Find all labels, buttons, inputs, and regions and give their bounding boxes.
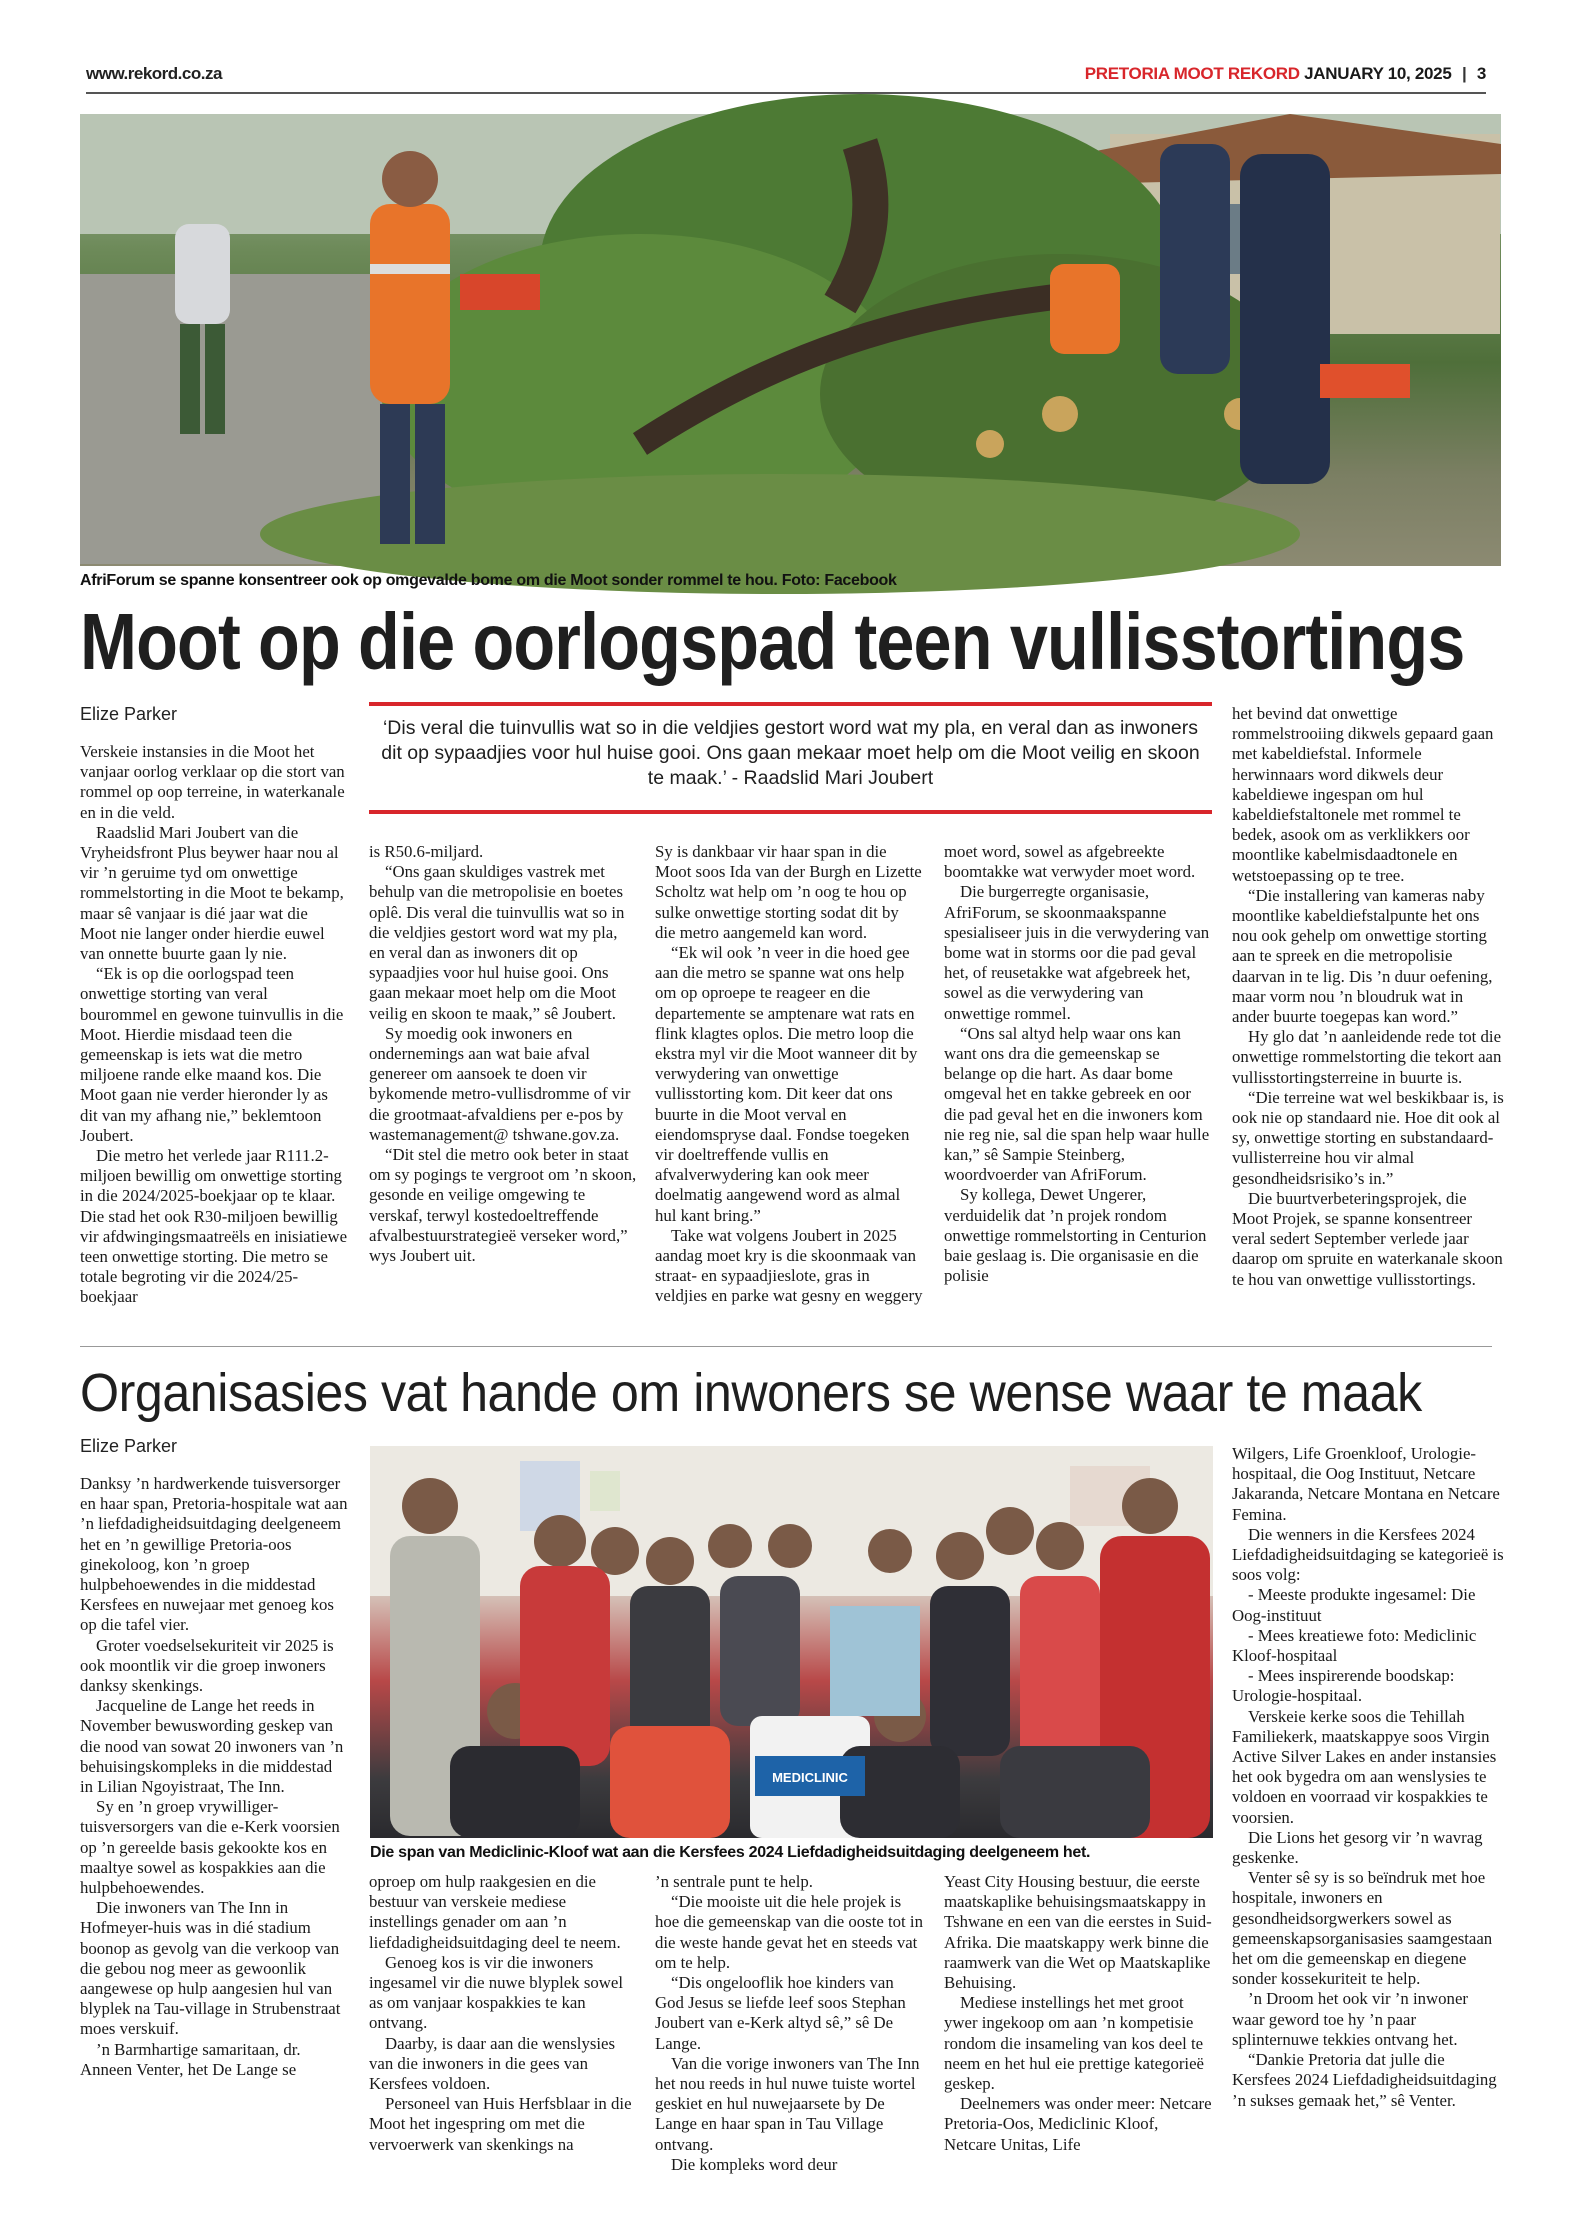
paragraph: Jacqueline de Lange het reeds in November bewuswording geskep van die nood van sowat 20 inwoners van ’n behuisingskompleks in die middestad in Lilian Ngoyistraat, The Inn. [80, 1696, 344, 1797]
paragraph: Venter sê sy is so beïndruk met hoe hospitale, inwoners en gesondheidsorgwerkers sowel as gemeenskapsorganisasies saamgestaan het om die gemeenskap en diegene sonder kossekuriteit te help. [1232, 1868, 1493, 1989]
article2-headline: Organisasies vat hande om inwoners se wense waar te maak [80, 1363, 1422, 1423]
mediclinic-team-photo [370, 1446, 1213, 1838]
paragraph: Die buurtverbeteringsprojek, die Moot Projek, se spanne konsentreer veral sedert September verlede jaar daarop om spruite en waterkanale skoon te hou van onwettige vullisstortings. [1232, 1188, 1503, 1289]
page-header [86, 62, 1486, 94]
paragraph: Deelnemers was onder meer: Netcare Pretoria-Oos, Mediclinic Kloof, Netcare Unitas, Life [944, 2094, 1212, 2154]
article1-column-4 [944, 842, 1212, 1338]
paragraph: Die inwoners van The Inn in Hofmeyer-huis was in dié stadium boonop as gevolg van die verkoop van die gebou nog meer as gewoonlik aangewese op hulp aangesien hul van blyplek na Tau-village in Strubenstraat moes verskuif. [80, 1898, 341, 2039]
paragraph: Mediese instellings het met groot ywer ingekoop om aan ’n kompetisie rondom die insameling van kos deel te neem en het hul eie prettige kategorieë geskep. [944, 1993, 1204, 2094]
paragraph: “Ons sal altyd help waar ons kan want ons dra die gemeenskap se belange op die hart. As daar bome omgeval het en takke gebreek en oor die pad geval het en die inwoners kom nie reg nie, sal die span help waar hulle kan,” sê Sampie Steinberg, woordvoerder van AfriForum. [944, 1023, 1210, 1185]
article1-headline: Moot op die oorlogspad teen vullisstortings [80, 597, 1465, 686]
paragraph: Danksy ’n hardwerkende tuisversorger en haar span, Pretoria-hospitale wat aan ’n liefdadigheidsuitdaging deelgeneem het en ’n gewillige Pretoria-oos ginekoloog, kon ’n groep hulpbehoewendes in die middestad Kersfees en nuwejaar met genoeg kos op die tafel vier. [80, 1474, 348, 1635]
paragraph: Sy kollega, Dewet Ungerer, verduidelik dat ’n projek rondom onwettige rommelstorting in Centurion baie geslaag is. Die organisasie en die polisie [944, 1185, 1207, 1286]
paragraph: Sy moedig ook inwoners en ondernemings aan wat baie afval genereer om aansoek te doen vir bykomende metro-vullisdromme of vir die grootmaat-afvaldiens per e-pos by wastemanagement@ tshwane.gov.za. [369, 1023, 631, 1144]
article2-byline: Elize Parker [80, 1436, 178, 1456]
paragraph: “Ek is op die oorlogspad teen onwettige storting van veral bourommel en gewone tuinvullis in die Moot. Hierdie misdaad teen die gemeenskap is iets wat die metro miljoene rande elke maand kos. Die Moot gaan nie verder hieronder ly as dit van my afhang nie,” beklemtoon Joubert. [80, 964, 344, 1145]
tree-clearing-illustration [80, 114, 1501, 566]
photo2-caption: Die span van Mediclinic-Kloof wat aan die Kersfees 2024 Liefdadigheidsuitdaging deelgeneem het. [370, 1844, 1091, 1861]
article2-column-1 [80, 1474, 348, 2158]
mediclinic-box-label: MEDICLINIC [772, 1770, 848, 1785]
paragraph: Wilgers, Life Groenkloof, Urologie-hospitaal, die Oog Instituut, Netcare Jakaranda, Netcare Montana en Netcare Femina. [1232, 1444, 1500, 1524]
article1-byline: Elize Parker [80, 704, 178, 724]
team-group-illustration [370, 1446, 1213, 1838]
paragraph: Groter voedselsekuriteit vir 2025 is ook moontlik vir die groep inwoners danksy skenkings. [80, 1635, 334, 1696]
paragraph: - Mees kreatiewe foto: Mediclinic Kloof-hospitaal [1232, 1625, 1477, 1666]
paragraph: ’n Droom het ook vir ’n inwoner waar geword toe hy ’n paar splinternuwe tekkies ontvang het. [1232, 1989, 1468, 2049]
paragraph: “Dis ongelooflik hoe kinders van God Jesus se liefde leef soos Stephan Joubert van e-Kerk altyd sê,” sê De Lange. [655, 1973, 906, 2053]
separator: | [1461, 64, 1467, 83]
article1-column-2 [369, 842, 637, 1338]
paragraph: het bevind dat onwettige rommelstrooiing dikwels gepaard gaan met kabeldiefstal. Informele herwinnaars word dikwels deur kabeldiewe ingespan om hul kabeldiefstaltonele met rommel te bedek, asook om as verklikkers oor moontlike kabelmisdaadtonele en wetstoepassing op te tree. [1232, 704, 1494, 885]
paragraph: “Die mooiste uit die hele projek is hoe die gemeenskap van die ooste tot in die weste hande gevat het en steeds vat om te help. [655, 1892, 923, 1972]
article1-column-5 [1232, 704, 1504, 1338]
article1-column-1 [80, 742, 348, 1338]
site-url[interactable]: www.rekord.co.za [86, 64, 222, 83]
paragraph: “Ons gaan skuldiges vastrek met behulp van die metropolisie en boetes oplê. Dis veral die tuinvullis wat so in die veldjies gestort word wat my pla, en veral dan as inwoners dit op sypaadjies voor hul huise gooi. Ons gaan mekaar moet help om die Moot veilig en skoon te maak,” sê Joubert. [369, 862, 625, 1023]
article1-column-3 [655, 842, 923, 1338]
paragraph: Sy is dankbaar vir haar span in die Moot soos Ida van der Burgh en Lizette Scholtz wat help om ’n oog te hou op sulke onwettige storting sodat dit by die metro aangemeld kan word. [655, 842, 922, 942]
paragraph: Yeast City Housing bestuur, die eerste maatskaplike behuisingsmaatskappy in Tshwane en een van die eerstes in Suid-Afrika. Die maatskappy werk binne die raamwerk van die Wet op Maatskaplike Behuising. [944, 1872, 1212, 1993]
paragraph: Die kompleks word deur [671, 2154, 838, 2174]
article2-column-4 [944, 1872, 1212, 2158]
paragraph: Raadslid Mari Joubert van die Vryheidsfront Plus beywer haar nou al vir ’n geruime tyd om onwettige rommelstorting in die Moot te bekamp, maar sê vanjaar is dié jaar wat die Moot nie langer onder hierdie euwel van onnette buurte gaan ly nie. [80, 822, 344, 964]
paragraph: Take wat volgens Joubert in 2025 aandag moet kry is die skoonmaak van straat- en sypaadjieslote, gras in veldjies en parke wat gesny en weggery [655, 1225, 923, 1306]
paragraph: Die burgerregte organisasie, AfriForum, se skoonmaakspanne spesialiseer juis in die verwydering van bome wat in storms oor die pad geval het, of reusetakke wat afgebreek het, sowel as die verwydering van onwettige rommel. [944, 882, 1210, 1023]
pull-quote: ‘Dis veral die tuinvullis wat so in die veldjies gestort word wat my pla, en veral dan as inwoners dit op sypaadjies voor hul huise gooi. Ons gaan mekaar moet help om die Moot veilig en skoon te maak.’ - Raadslid Mari Joubert [369, 702, 1212, 814]
paragraph: - Mees inspirerende boodskap: Urologie-hospitaal. [1232, 1666, 1455, 1706]
paragraph: oproep om hulp raakgesien en die bestuur van verskeie mediese instellings genader om aan ’n liefdadigheidsuitdaging deel te neem. [369, 1872, 621, 1952]
page-number: 3 [1476, 64, 1486, 83]
paragraph: Hy glo dat ’n aanleidende rede tot die onwettige rommelstorting die tekort aan vullisstortingsterreine in buurte is. [1232, 1027, 1502, 1087]
paragraph: ’n sentrale punt te help. [655, 1872, 813, 1891]
paragraph: Die Lions het gesorg vir ’n wavrag geskenke. [1232, 1827, 1483, 1868]
article2-column-2 [369, 1872, 637, 2158]
paragraph: “Dankie Pretoria dat julle die Kersfees 2024 Liefdadigheidsuitdaging ’n sukses gemaak het,” sê Venter. [1232, 2050, 1497, 2110]
paragraph: is R50.6-miljard. [369, 842, 484, 861]
paragraph: ’n Barmhartige samaritaan, dr. Anneen Venter, het De Lange se [80, 2039, 301, 2079]
section-divider [80, 1346, 1492, 1347]
paragraph: “Ek wil ook ’n veer in die hoed gee aan die metro se spanne wat ons help om op oproepe te reageer en die departemente se amptenare wat rats en flink klagtes oplos. Die metro loop die ekstra myl vir die Moot wanneer dit by verwydering van onwettige vullisstorting kom. Dit keer dat ons buurte in die Moot verval en eiendomspryse daal. Fondse toegeken vir doeltreffende vullis en afvalverwydering kan ook meer doelmatig aangewend word as almal hul kant bring.” [655, 943, 918, 1225]
paragraph: Verskeie instansies in die Moot het vanjaar oorlog verklaar op die stort van rommel op oop terreine, in waterkanale en in die veld. [80, 742, 345, 822]
issue-date: JANUARY 10, 2025 [1304, 64, 1452, 83]
paragraph: Genoeg kos is vir die inwoners ingesamel vir die nuwe blyplek sowel as om vanjaar kospakkies te kan ontvang. [369, 1952, 623, 2033]
paragraph: Die wenners in die Kersfees 2024 Liefdadigheidsuitdaging se kategorieë is soos volg: [1232, 1524, 1504, 1585]
article2-column-3 [655, 1872, 923, 2174]
paragraph: Van die vorige inwoners van The Inn het nou reeds in hul nuwe tuiste wortel geskiet en hul nuwejaarsete by De Lange en haar span in Tau Village ontvang. [655, 2053, 920, 2154]
publication-name: PRETORIA MOOT REKORD [1084, 64, 1300, 83]
paragraph: Die metro het verlede jaar R111.2-miljoen bewillig om onwettige storting in die 2024/2025-boekjaar op te klaar. Die stad het ook R30-miljoen bewillig vir afdwingingsmaatreëls en inisiatiewe teen onwettige storting. Die metro se totale begroting vir die 2024/25-boekjaar [80, 1146, 348, 1307]
paragraph: Sy en ’n groep vrywilliger-tuisversorgers van die e-Kerk voorsien op ’n gereelde basis gekookte kos en maaltye sowel as kospakkies aan die hulpbehoewendes. [80, 1797, 340, 1898]
tree-clearing-photo [80, 114, 1501, 566]
paragraph: Personeel van Huis Herfsblaar in die Moot het ingespring om met die vervoerwerk van skenkings na [369, 2094, 632, 2154]
paragraph: “Die terreine wat wel beskikbaar is, is ook nie op standaard nie. Hoe dit ook al sy, onwettige storting en substandaard-vullisterreine hou vir almal gesondheidsrisiko’s in.” [1232, 1087, 1504, 1188]
photo1-caption: AfriForum se spanne konsentreer ook op omgevalde bome om die Moot sonder rommel te hou. Foto: Facebook [80, 572, 897, 589]
paragraph: “Die installering van kameras naby moontlike kabeldiefstalpunte het ons nou ook gehelp om onwettige storting aan te spreek en die metropolisie daarvan in te lig. Dis ’n duur oefening, maar vorm nou ’n bloudruk wat in ander buurte toegepas kan word.” [1232, 885, 1493, 1027]
paragraph: Daarby, is daar aan die wenslysies van die inwoners in die gees van Kersfees voldoen. [369, 2033, 616, 2094]
masthead-info [1085, 64, 1486, 84]
paragraph: - Meeste produkte ingesamel: Die Oog-instituut [1232, 1585, 1476, 1625]
article2-column-5 [1232, 1444, 1504, 2158]
paragraph: “Dit stel die metro ook beter in staat om sy pogings te vergroot om ’n skoon, gesonde en veilige omgewing te verskaf, terwyl kostedoeltreffende afvalbestuurstrategieë verseker word,” wys Joubert uit. [369, 1145, 637, 1266]
paragraph: Verskeie kerke soos die Tehillah Familiekerk, maatskappye soos Virgin Active Silver Lakes en ander instansies het ook bygedra om aan wenslysies te voldoen en voorraad vir kospakkies te voorsien. [1232, 1706, 1497, 1827]
paragraph: moet word, sowel as afgebreekte boomtakke wat verwyder moet word. [944, 842, 1196, 882]
